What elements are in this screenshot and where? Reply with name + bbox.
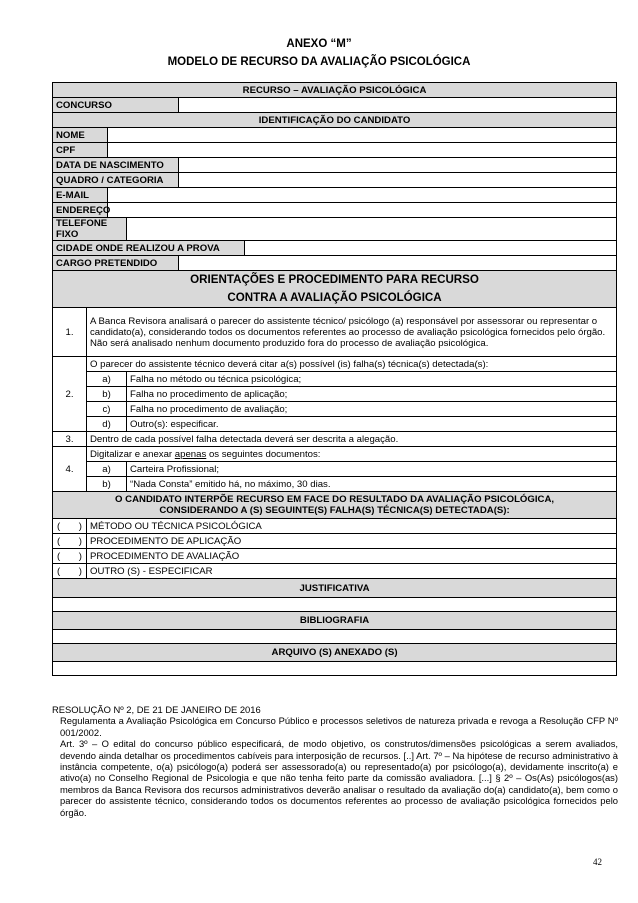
cpf-field[interactable]: [108, 143, 617, 158]
name-field[interactable]: [108, 128, 617, 143]
position-label: CARGO PRETENDIDO: [53, 256, 179, 271]
item-2d-text: Outro(s): especificar.: [127, 417, 617, 432]
candidate-id-heading: IDENTIFICAÇÃO DO CANDIDATO: [53, 113, 617, 128]
birth-date-field[interactable]: [179, 158, 617, 173]
item-2b-text: Falha no procedimento de aplicação;: [127, 387, 617, 402]
option-3-text: PROCEDIMENTO DE AVALIAÇÃO: [87, 549, 617, 564]
option-1-close: ): [78, 520, 82, 532]
role-field[interactable]: [179, 173, 617, 188]
claim-heading: [53, 492, 617, 519]
item-4-text-emphasis: apenas: [174, 448, 207, 460]
cpf-label: CPF: [53, 143, 108, 158]
phone-label: TELEFONE FIXO: [53, 218, 127, 241]
option-3-close: ): [78, 550, 82, 562]
attachments-field[interactable]: [53, 662, 617, 676]
item-1-text: A Banca Revisora analisará o parecer do assistente técnico/ psicólogo (a) responsável por assessorar ou representar o candidato(a), considerando todos os documentos referentes ao processo de avaliação psicológica fornecidos pelo órgão. Não será analisado nenhum documento produzido fora do processo de avaliação psicológica.: [87, 308, 617, 357]
item-3-number: 3.: [53, 432, 87, 447]
option-2-text: PROCEDIMENTO DE APLICAÇÃO: [87, 534, 617, 549]
option-3-checkbox[interactable]: [53, 549, 87, 564]
resolution-paragraph-1: Regulamenta a Avaliação Psicológica em Concurso Público e processos seletivos de natureza privada e revoga a Resolução CFP Nº 001/2002.: [60, 715, 618, 738]
item-2c-letter: c): [87, 402, 127, 417]
section-title: RECURSO – AVALIAÇÃO PSICOLÓGICA: [53, 83, 617, 98]
resolution-footnote: [52, 704, 618, 818]
contest-field[interactable]: [179, 98, 617, 113]
guidelines-heading-line2: CONTRA A AVALIAÇÃO PSICOLÓGICA: [227, 291, 442, 304]
item-4-number: 4.: [53, 447, 87, 492]
item-2-text: O parecer do assistente técnico deverá citar a(s) possível (is) falha(s) técnica(s) detectada(s):: [87, 357, 617, 372]
city-field[interactable]: [245, 241, 617, 256]
option-4-open: (: [57, 565, 61, 577]
position-field[interactable]: [179, 256, 617, 271]
guidelines-heading: [53, 271, 617, 308]
option-1-text: MÉTODO OU TÉCNICA PSICOLÓGICA: [87, 519, 617, 534]
item-4a-letter: a): [87, 462, 127, 477]
justification-heading: JUSTIFICATIVA: [53, 579, 617, 598]
email-field[interactable]: [108, 188, 617, 203]
city-label: CIDADE ONDE REALIZOU A PROVA: [53, 241, 245, 256]
option-2-close: ): [78, 535, 82, 547]
resolution-body: [52, 715, 618, 818]
item-4b-text: “Nada Consta” emitido há, no máximo, 30 dias.: [127, 477, 617, 492]
option-2-checkbox[interactable]: [53, 534, 87, 549]
item-2a-text: Falha no método ou técnica psicológica;: [127, 372, 617, 387]
appeal-form-table: [52, 82, 617, 676]
option-2-open: (: [57, 535, 61, 547]
contest-label: CONCURSO: [53, 98, 179, 113]
item-4-text-post: os seguintes documentos:: [206, 448, 321, 460]
option-1-checkbox[interactable]: [53, 519, 87, 534]
claim-heading-line2: CONSIDERANDO A (S) SEGUINTE(S) FALHA(S) TÉCNICA(S) DETECTADA(S):: [159, 505, 510, 516]
item-2-number: 2.: [53, 357, 87, 432]
attachments-heading: ARQUIVO (S) ANEXADO (S): [53, 644, 617, 662]
role-label: QUADRO / CATEGORIA: [53, 173, 179, 188]
option-4-checkbox[interactable]: [53, 564, 87, 579]
item-1-number: 1.: [53, 308, 87, 357]
item-3-text: Dentro de cada possível falha detectada deverá ser descrita a alegação.: [87, 432, 617, 447]
page-number: 42: [593, 857, 602, 867]
address-field[interactable]: [108, 203, 617, 218]
bibliography-field[interactable]: [53, 630, 617, 644]
document-header: [0, 37, 638, 70]
claim-heading-line1: O CANDIDATO INTERPÕE RECURSO EM FACE DO RESULTADO DA AVALIAÇÃO PSICOLÓGICA,: [115, 494, 555, 505]
phone-field[interactable]: [127, 218, 617, 241]
item-2c-text: Falha no procedimento de avaliação;: [127, 402, 617, 417]
item-2a-letter: a): [87, 372, 127, 387]
guidelines-heading-line1: ORIENTAÇÕES E PROCEDIMENTO PARA RECURSO: [190, 273, 479, 286]
name-label: NOME: [53, 128, 108, 143]
bibliography-heading: BIBLIOGRAFIA: [53, 612, 617, 630]
item-4-text-pre: Digitalizar e anexar: [90, 448, 175, 460]
item-4-text: [87, 447, 617, 462]
annex-title: ANEXO “M”: [286, 38, 352, 50]
item-2b-letter: b): [87, 387, 127, 402]
option-1-open: (: [57, 520, 61, 532]
email-label: E-MAIL: [53, 188, 108, 203]
resolution-title: RESOLUÇÃO Nº 2, DE 21 DE JANEIRO DE 2016: [52, 704, 261, 715]
item-4b-letter: b): [87, 477, 127, 492]
option-4-text: OUTRO (S) - ESPECIFICAR: [87, 564, 617, 579]
item-4a-text: Carteira Profissional;: [127, 462, 617, 477]
birth-date-label: DATA DE NASCIMENTO: [53, 158, 179, 173]
document-title: MODELO DE RECURSO DA AVALIAÇÃO PSICOLÓGICA: [167, 56, 471, 68]
address-label: ENDEREÇO: [53, 203, 108, 218]
resolution-paragraph-2: Art. 3º – O edital do concurso público especificará, de modo objetivo, os construtos/dimensões psicológicas a serem avaliados, devendo ainda detalhar os procedimentos cabíveis para interposição de recursos. [..] Art. 7º – Na hipótese de recurso administrativo à instância competente, o(a) psicólogo(a) poderá ser assessorado(a) ou representado(a) por psicólogo(a), devidamente inscrito(a) e ativo(a) no Conselho Regional de Psicologia e que não tenha feito parte da comissão avaliadora. [...] § 2º – Os(As) psicólogos(as) membros da Banca Revisora dos recursos administrativos deverão analisar o resultado da avaliação do(a) candidato(a), bem como o parecer do assistente técnico, considerando todos os documentos referentes ao processo de avaliação psicológica fornecidos pelo órgão.: [60, 738, 618, 818]
justification-field[interactable]: [53, 598, 617, 612]
item-2d-letter: d): [87, 417, 127, 432]
option-3-open: (: [57, 550, 61, 562]
option-4-close: ): [78, 565, 82, 577]
